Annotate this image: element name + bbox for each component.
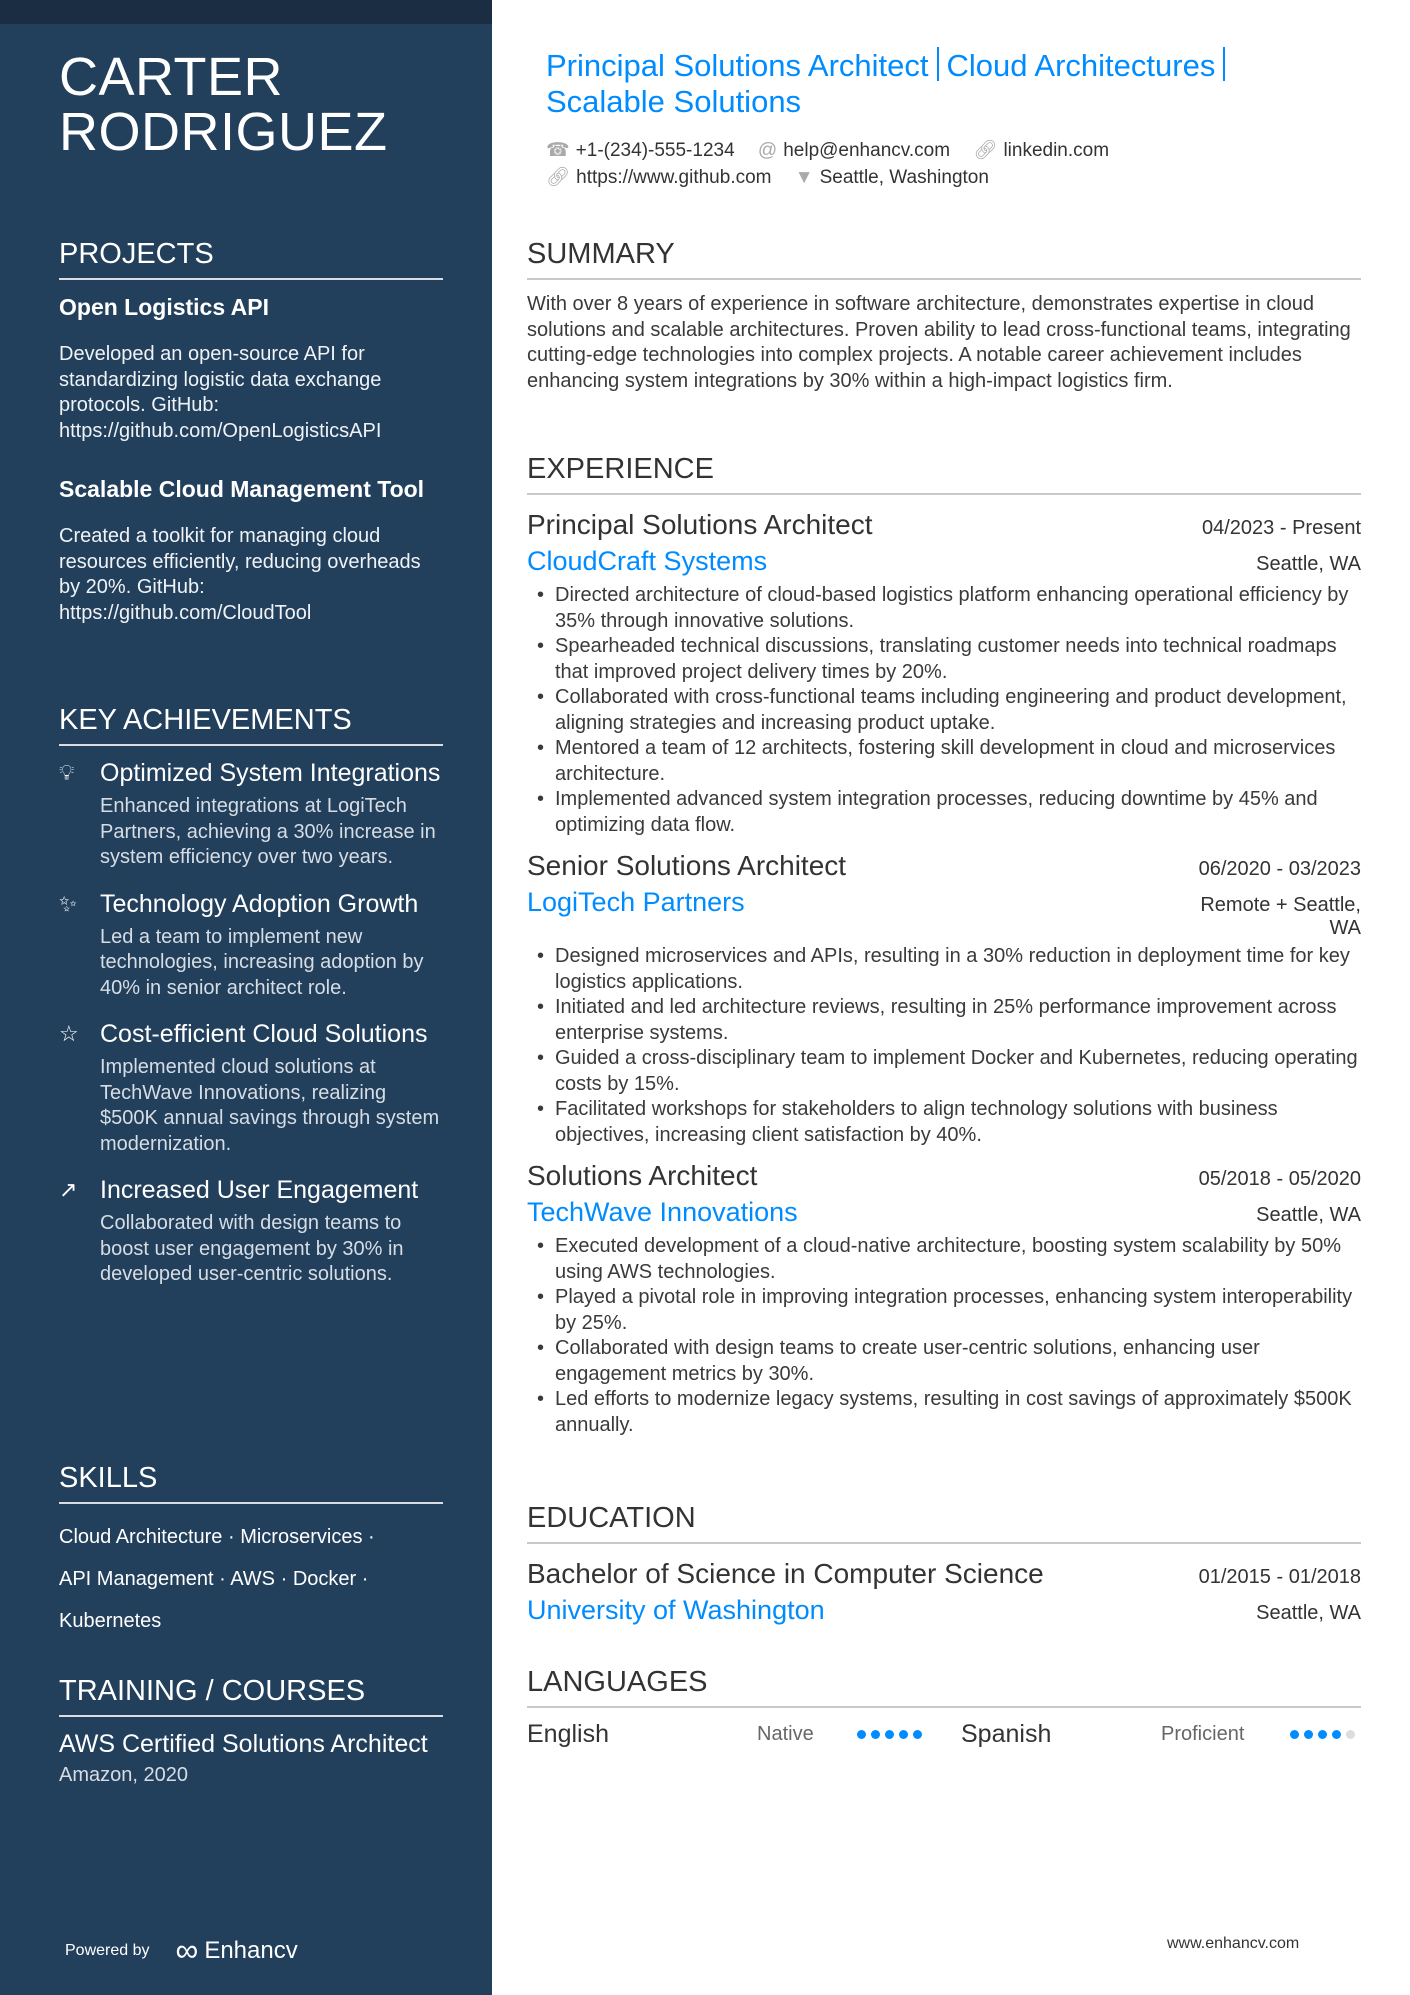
job-bullets (527, 583, 1361, 838)
job-location: Seattle, WA (1256, 1204, 1361, 1226)
rating-dots (857, 1730, 961, 1739)
bullet: • Spearheaded technical discussions, translating customer needs into technical roadmaps that improved project delivery times by 20%. (527, 634, 1361, 685)
language-name: English (527, 1720, 609, 1748)
bullet: • Collaborated with cross-functional teams including engineering and product development, aligning strategies and increasing product uptake. (527, 685, 1361, 736)
projects-section (59, 236, 443, 656)
experience-section (527, 451, 1361, 1448)
bullet: • Mentored a team of 12 architects, fostering skill development in cloud and microservices architecture. (527, 736, 1361, 787)
divider (937, 47, 939, 81)
languages-section (527, 1664, 1361, 1749)
section-heading: EDUCATION (527, 1500, 1361, 1544)
job-dates: 04/2023 - Present (1202, 517, 1361, 539)
achievement-item (59, 889, 443, 1002)
achievement-desc: Collaborated with design teams to boost user engagement by 30% in developed user-centric solutions. (100, 1212, 404, 1285)
skill: Kubernetes (59, 1610, 162, 1632)
sidebar (0, 0, 492, 1995)
section-heading: SUMMARY (527, 236, 1361, 280)
company-name: TechWave Innovations (527, 1197, 798, 1227)
headline-part: Cloud Architectures (946, 48, 1216, 83)
location-text: Seattle, Washington (819, 167, 989, 188)
skill: API Management (59, 1568, 214, 1590)
skills-section (59, 1460, 443, 1642)
location (795, 167, 989, 188)
github-link[interactable] (546, 167, 772, 188)
rating-dot-empty (1346, 1730, 1355, 1739)
rating-dot (1332, 1730, 1341, 1739)
enhancv-logo[interactable] (176, 1932, 298, 1969)
education-section (527, 1500, 1361, 1628)
divider (1223, 47, 1225, 81)
job-title: Solutions Architect (527, 1160, 758, 1191)
linkedin-text: linkedin.com (1003, 140, 1110, 161)
achievements-section (59, 702, 443, 1306)
rating-dot (913, 1730, 922, 1739)
language-level: Native (757, 1723, 814, 1745)
location-pin-icon: ▼ (794, 167, 814, 188)
job-entry (527, 848, 1361, 1148)
section-heading: SKILLS (59, 1460, 443, 1504)
logo-text: Enhancv (204, 1936, 298, 1964)
achievement-title: Technology Adoption Growth (100, 889, 419, 918)
project-desc: Created a toolkit for managing cloud resources efficiently, reducing overheads by 20%. GitHub: https://github.com/CloudTool (59, 525, 421, 624)
headline (546, 47, 1346, 120)
email[interactable] (758, 140, 950, 161)
language-level: Proficient (1161, 1723, 1245, 1745)
rating-dot (885, 1730, 894, 1739)
rating-dot (857, 1730, 866, 1739)
achievement-desc: Enhanced integrations at LogiTech Partners, achieving a 30% increase in system efficiency over two years. (100, 795, 436, 868)
summary-text: With over 8 years of experience in software architecture, demonstrates expertise in cloud solutions and scalable architectures. Proven ability to lead cross-functional teams, integrating cutting-edge technologies into complex projects. A notable career achievement includes enhancing system integrations by 30% within a high-impact logistics firm. (527, 293, 1351, 392)
job-bullets (527, 1234, 1361, 1438)
magic-wand-icon: ✨︎ (59, 890, 78, 916)
achievement-title: Increased User Engagement (100, 1176, 419, 1204)
project-desc: Developed an open-source API for standardizing logistic data exchange protocols. GitHub: https://github.com/OpenLogisticsAPI (59, 343, 382, 442)
project-title: Scalable Cloud Management Tool (59, 476, 425, 502)
section-heading: LANGUAGES (527, 1664, 1361, 1708)
sidebar-top-bar (0, 0, 492, 24)
bullet: • Collaborated with design teams to create user-centric solutions, enhancing user engagement metrics by 30%. (527, 1336, 1361, 1387)
section-heading: EXPERIENCE (527, 451, 1361, 495)
last-name: RODRIGUEZ (59, 102, 388, 162)
headline-part: Scalable Solutions (546, 84, 802, 119)
bullet: • Played a pivotal role in improving integration processes, enhancing system interoperability by 25%. (527, 1285, 1361, 1336)
email-text: help@enhancv.com (783, 140, 951, 161)
job-location: Seattle, WA (1256, 553, 1361, 575)
achievement-title: Cost-efficient Cloud Solutions (100, 1020, 428, 1048)
skill: Docker (292, 1568, 357, 1590)
rating-dot (1290, 1730, 1299, 1739)
degree: Bachelor of Science in Computer Science (527, 1558, 1044, 1589)
growth-arrow-icon: ↗ (59, 1177, 78, 1202)
achievement-desc: Implemented cloud solutions at TechWave Innovations, realizing $500K annual savings through system modernization. (100, 1056, 440, 1155)
project-title: Open Logistics API (59, 294, 270, 320)
achievement-title: Optimized System Integrations (100, 759, 441, 787)
section-heading: TRAINING / COURSES (59, 1673, 443, 1717)
section-heading: PROJECTS (59, 236, 443, 280)
job-entry (527, 507, 1361, 838)
job-location: Remote + Seattle, WA (1200, 894, 1361, 939)
infinity-icon: ∞ (175, 1932, 199, 1968)
job-title: Principal Solutions Architect (527, 509, 873, 540)
language-name: Spanish (961, 1720, 1052, 1748)
bullet: • Designed microservices and APIs, resulting in a 30% reduction in deployment time for key logistics applications. (527, 944, 1361, 995)
achievement-item (59, 758, 443, 871)
footer-link[interactable]: www.enhancv.com (1167, 1935, 1300, 1952)
lightbulb-icon: 💡︎ (59, 760, 75, 785)
phone-text: +1-(234)-555-1234 (575, 140, 735, 161)
bullet: • Guided a cross-disciplinary team to implement Docker and Kubernetes, reducing operating costs by 15%. (527, 1046, 1361, 1097)
training-title: AWS Certified Solutions Architect (59, 1730, 428, 1758)
job-dates: 06/2020 - 03/2023 (1198, 858, 1361, 880)
company-name: CloudCraft Systems (527, 546, 768, 576)
rating-dots (1290, 1730, 1355, 1739)
company-name: LogiTech Partners (527, 887, 745, 917)
section-heading: KEY ACHIEVEMENTS (59, 702, 443, 746)
job-title: Senior Solutions Architect (527, 850, 847, 881)
education-location: Seattle, WA (1256, 1602, 1361, 1624)
training-sub: Amazon, 2020 (59, 1764, 188, 1786)
link-icon: 🔗︎ (973, 140, 998, 161)
languages-row (527, 1720, 1361, 1749)
github-text: https://www.github.com (576, 167, 772, 188)
rating-dot (1304, 1730, 1313, 1739)
bullet: • Initiated and led architecture reviews, resulting in 25% performance improvement across enterprise systems. (527, 995, 1361, 1046)
star-icon: ☆ (59, 1021, 79, 1046)
job-bullets (527, 944, 1361, 1148)
skills-list: Cloud Architecture · Microservices · API Management · AWS · Docker · Kubernetes (59, 1526, 375, 1632)
skill: Cloud Architecture (59, 1526, 223, 1548)
headline-part: Principal Solutions Architect (546, 48, 929, 83)
first-name: CARTER (59, 47, 284, 107)
bullet: • Implemented advanced system integration processes, reducing downtime by 45% and optimizing data flow. (527, 787, 1361, 838)
contact-info (546, 137, 1346, 191)
at-icon: @ (757, 140, 778, 161)
linkedin-link[interactable] (973, 140, 1109, 161)
powered-by-label: Powered by (65, 1941, 150, 1959)
job-entry (527, 1158, 1361, 1438)
bullet: • Directed architecture of cloud-based logistics platform enhancing operational efficiency by 35% through innovative solutions. (527, 583, 1361, 634)
job-dates: 05/2018 - 05/2020 (1198, 1168, 1361, 1190)
bullet: • Executed development of a cloud-native architecture, boosting system scalability by 50% using AWS technologies. (527, 1234, 1361, 1285)
bullet: • Led efforts to modernize legacy systems, resulting in cost savings of approximately $500K annually. (527, 1387, 1361, 1438)
education-dates: 01/2015 - 01/2018 (1198, 1566, 1361, 1588)
link-icon: 🔗︎ (546, 167, 571, 188)
summary-section (527, 236, 1361, 394)
powered-by (65, 1932, 298, 1969)
phone[interactable] (546, 140, 735, 161)
achievement-item (59, 1019, 443, 1157)
rating-dot (871, 1730, 880, 1739)
training-section (59, 1673, 443, 1790)
bullet: • Facilitated workshops for stakeholders to align technology solutions with business objectives, increasing client satisfaction by 40%. (527, 1097, 1361, 1148)
candidate-name (59, 47, 388, 162)
school-name: University of Washington (527, 1595, 825, 1625)
achievement-desc: Led a team to implement new technologies, increasing adoption by 40% in senior architect role. (100, 925, 424, 999)
rating-dot (899, 1730, 908, 1739)
rating-dot (1318, 1730, 1327, 1739)
phone-icon: ☎ (546, 140, 570, 161)
achievement-item (59, 1175, 443, 1288)
skill: AWS (230, 1568, 276, 1590)
skill: Microservices (240, 1526, 363, 1548)
